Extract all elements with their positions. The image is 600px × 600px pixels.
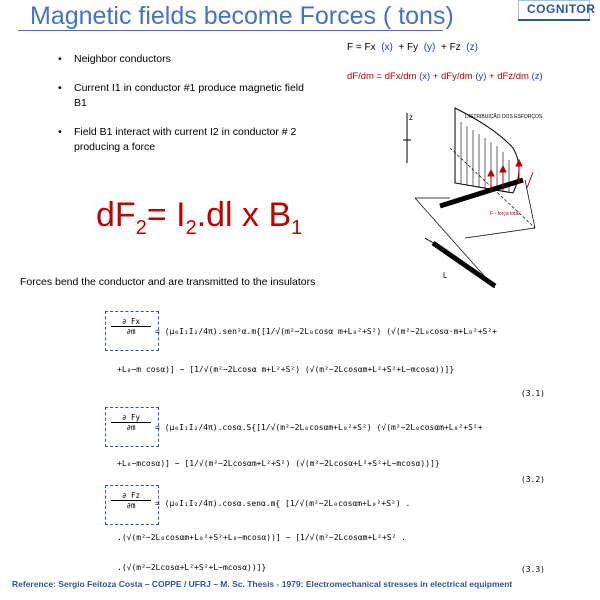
eq-diff-y: (y) <box>475 71 487 82</box>
distribution-envelope <box>455 108 519 193</box>
forces-caption: Forces bend the conductor and are transmitted to the insulators <box>20 276 316 288</box>
bullet-item: • Neighbor conductors <box>58 52 308 67</box>
differential-force-equation <box>347 71 543 82</box>
diagram-label-force-total: F - força total <box>490 211 520 217</box>
formula-sub: 2 <box>185 216 197 239</box>
eq-force-fz: + Fz <box>440 42 461 53</box>
force-distribution-diagram <box>395 88 545 300</box>
equation-line: = (μ₀I₁I₂/4π).sen²α.m{[1/√(m²−2L₀cosα m+L₀²+S²) (√(m²−2L₀cosα·m+L₀²+S²+ <box>155 327 497 336</box>
equation-line: = (μ₀I₁I₂/4π).cosα.S{[1/√(m²−2L₀cosαm+L₀²+S²) (√(m²−2L₀cosαm+L₀²+S²+ <box>155 423 483 432</box>
eq-diff-x: (x) <box>419 71 431 82</box>
equation-line: +L₀−mcosα)] − [1/√(m²−2Lcosαm+L²+S²) (√(m²−2Lcosα+L²+S²+L−mcosα))]} <box>117 459 440 468</box>
partial-fraction <box>111 491 151 510</box>
formula-sub: 1 <box>291 216 303 239</box>
eq-force-z: (z) <box>466 42 478 53</box>
scanned-equations <box>97 303 557 583</box>
fraction-numerator: ∂ Fz <box>111 491 151 501</box>
logo-underline <box>518 19 590 21</box>
page-title: Magnetic fields become Forces ( tons) <box>30 2 454 30</box>
formula-part: dF <box>96 196 136 234</box>
eq-diff-fy: + dFy/dm <box>432 71 473 82</box>
force-vector-equation <box>347 42 478 53</box>
diagram-label-l: L <box>443 271 448 280</box>
cognitor-logo: COGNITOR <box>527 2 596 16</box>
formula-part: .dl x B <box>196 196 292 234</box>
eq-force-fy: + Fy <box>398 42 419 53</box>
eq-force-y: (y) <box>423 42 436 53</box>
eq-force-x: (x) <box>381 42 393 53</box>
fraction-denominator: ∂m <box>126 423 136 432</box>
equation-number: (3.3) <box>520 565 545 574</box>
diagram-label-distrib: DISTRIBUIÇÃO DOS ESFORÇOS <box>465 114 543 120</box>
equation-line: +L₀−m cosα)] − [1/√(m²−2Lcosα m+L²+S²) (√(m²−2Lcosαm+L²+S²+L−mcosα))]} <box>117 365 455 374</box>
formula-sub: 2 <box>135 216 147 239</box>
formula-part: = I <box>146 196 186 234</box>
equation-line: .(√(m²−2Lcosα+L²+S²+L−mcosα))]} <box>117 563 267 572</box>
bullet-item: • Field B1 interact with current I2 in conductor # 2 producing a force <box>58 125 308 155</box>
fraction-numerator: ∂ Fy <box>111 413 151 423</box>
equation-number: (3.2) <box>520 475 545 484</box>
fraction-denominator: ∂m <box>126 501 136 510</box>
bullet-item: • Current I1 in conductor #1 produce magnetic field B1 <box>58 81 308 111</box>
reference-footer: Reference: Sergio Feitoza Costa – COPPE / UFRJ – M. Sc. Thesis - 1979: Electromechanical stresses in electrical equipment <box>12 579 513 589</box>
equation-number: (3.1) <box>520 389 545 398</box>
fraction-denominator: ∂m <box>126 327 136 336</box>
partial-fraction <box>111 317 151 336</box>
diagram-label-z: z <box>409 113 413 122</box>
eq-diff-z: (z) <box>531 71 543 82</box>
eq-force-lhs: F = Fx <box>347 42 376 53</box>
eq-diff-lhs: dF/dm = dFx/dm <box>347 71 417 82</box>
force-formula <box>96 196 302 240</box>
title-underline <box>18 30 443 31</box>
equation-line: .(√(m²−2L₀cosαm+L₀²+S²+L₀−mcosα))] − [1/√(m²−2Lcosαm+L²+S² . <box>117 533 406 542</box>
equation-line: = (μ₀I₁I₂/4π).cosα.senα.m{ [1/√(m²−2L₀cosαm+L₀²+S²) . <box>155 499 411 508</box>
fraction-numerator: ∂ Fx <box>111 317 151 327</box>
eq-diff-fz: + dFz/dm <box>489 71 529 82</box>
partial-fraction <box>111 413 151 432</box>
bullet-list <box>58 52 308 169</box>
